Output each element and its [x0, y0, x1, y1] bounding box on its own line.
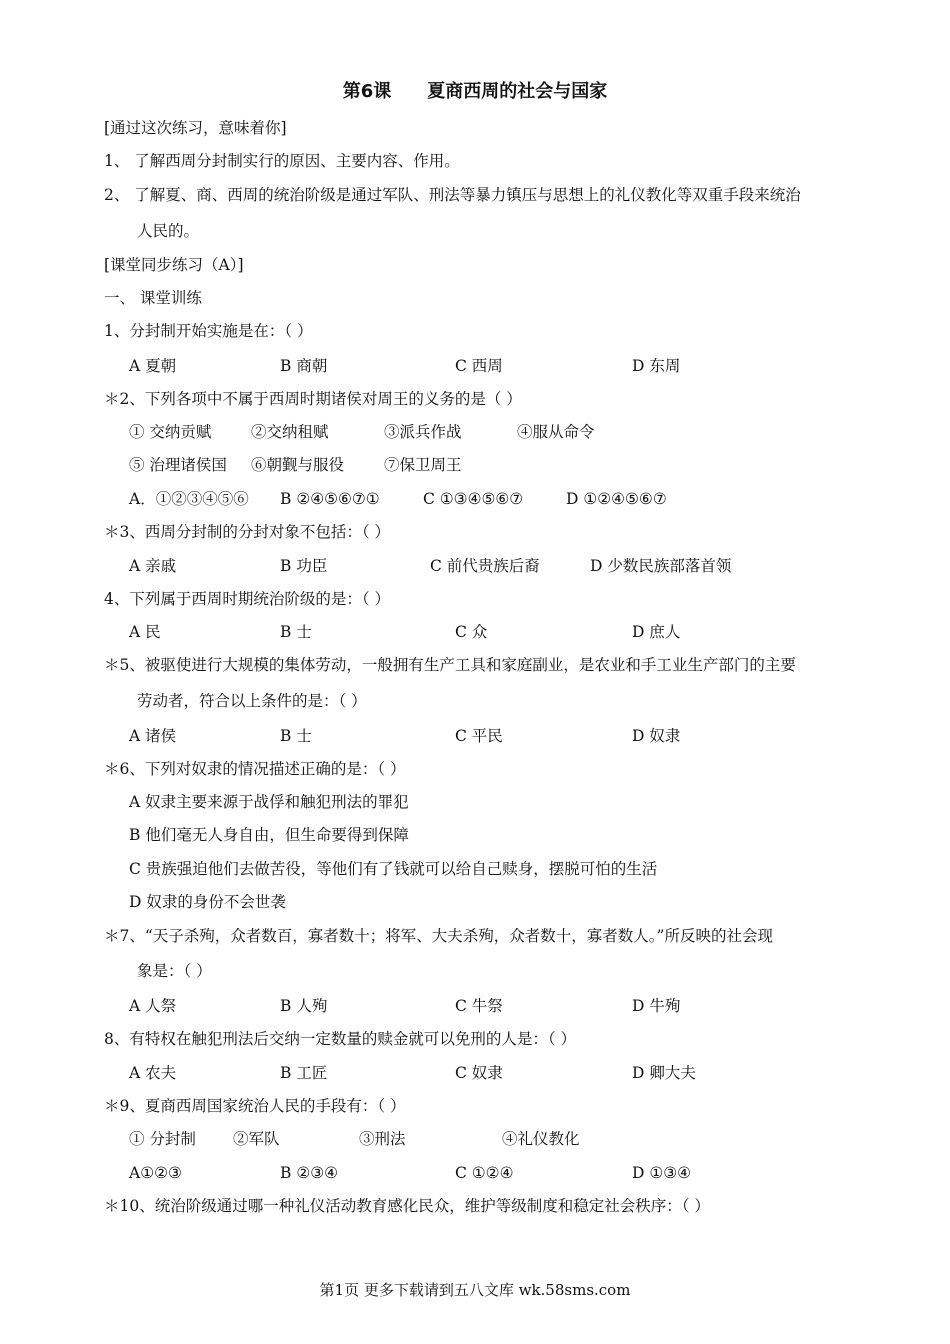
option-d: D 东周 [632, 357, 681, 375]
lesson-name: 夏商西周的社会与国家 [427, 81, 608, 102]
question-8-stem: 8、有特权在触犯刑法后交纳一定数量的赎金就可以免刑的人是：（ ） [104, 1030, 577, 1048]
page-footer: 第1页 更多下载请到五八文库 wk.58sms.com [319, 1281, 631, 1299]
item: ③刑法 [359, 1130, 406, 1148]
practice-heading: [课堂同步练习（A）] [104, 256, 244, 274]
question-5-stem-line-2: 劳动者，符合以上条件的是：（ ） [137, 692, 367, 710]
question-6-stem: ＊6、下列对奴隶的情况描述正确的是：（ ） [104, 760, 406, 778]
option-b: B 商朝 [280, 357, 328, 375]
option-a: A 亲戚 [129, 557, 177, 575]
goals-heading: [通过这次练习，意味着你] [104, 119, 287, 137]
option-c: C 奴隶 [455, 1064, 503, 1082]
option-d: D 少数民族部落首领 [590, 557, 732, 575]
option-d: D ①②④⑤⑥⑦ [566, 490, 667, 508]
lesson-number: 第6课 [342, 81, 392, 102]
question-7-stem-line-2: 象是：（ ） [137, 962, 212, 980]
option-b: B ②④⑤⑥⑦① [280, 490, 380, 508]
goal-1: 1、 了解西周分封制实行的原因、主要内容、作用。 [104, 152, 460, 170]
option-a: A①②③ [129, 1164, 182, 1182]
option-a: A 民 [129, 623, 161, 641]
option-d: D 奴隶 [632, 727, 681, 745]
option-b: B 他们毫无人身自由，但生命要得到保障 [129, 826, 409, 844]
option-a: A 人祭 [129, 997, 177, 1015]
goal-2-line-2: 人民的。 [137, 222, 200, 240]
item: ⑦保卫周王 [384, 456, 462, 474]
option-c: C 前代贵族后裔 [430, 557, 540, 575]
option-b: B 工匠 [280, 1064, 328, 1082]
item: ④礼仪教化 [502, 1130, 580, 1148]
option-a: A 夏朝 [129, 357, 177, 375]
option-d: D ①③④ [632, 1164, 692, 1182]
option-d: D 奴隶的身份不会世袭 [129, 893, 286, 911]
question-9-stem: ＊9、夏商西周国家统治人民的手段有：（ ） [104, 1097, 406, 1115]
option-a: A 奴隶主要来源于战俘和触犯刑法的罪犯 [129, 793, 409, 811]
question-7-stem-line-1: ＊7、“天子杀殉，众者数百，寡者数十；将军、大夫杀殉，众者数十，寡者数人。”所反映的社会现 [104, 927, 773, 945]
goal-2-line-1: 2、 了解夏、商、西周的统治阶级是通过军队、刑法等暴力镇压与思想上的礼仪教化等双重手段来统治 [104, 186, 801, 204]
item: ②交纳租赋 [251, 423, 329, 441]
option-c: C 贵族强迫他们去做苦役，等他们有了钱就可以给自己赎身，摆脱可怕的生活 [129, 860, 658, 878]
item: ③派兵作战 [384, 423, 462, 441]
option-b: B 功臣 [280, 557, 328, 575]
option-b: B 士 [280, 623, 312, 641]
question-5-stem-line-1: ＊5、被驱使进行大规模的集体劳动，一般拥有生产工具和家庭副业，是农业和手工业生产部门的主要 [104, 656, 796, 674]
option-a: A．①②③④⑤⑥ [129, 490, 249, 508]
option-b: B ②③④ [280, 1164, 339, 1182]
option-c: C 众 [455, 623, 488, 641]
question-3-stem: ＊3、西周分封制的分封对象不包括：（ ） [104, 523, 391, 541]
item: ⑥朝觐与服役 [251, 456, 345, 474]
item: ① 交纳贡赋 [129, 423, 212, 441]
option-c: C 平民 [455, 727, 503, 745]
question-4-stem: 4、下列属于西周时期统治阶级的是：（ ） [104, 590, 391, 608]
option-d: D 牛殉 [632, 997, 681, 1015]
question-10-stem: ＊10、统治阶级通过哪一种礼仪活动教育感化民众，维护等级制度和稳定社会秩序：（ ） [104, 1197, 710, 1215]
item: ① 分封制 [129, 1130, 196, 1148]
item: ⑤ 治理诸侯国 [129, 456, 227, 474]
option-c: C 牛祭 [455, 997, 503, 1015]
option-a: A 诸侯 [129, 727, 177, 745]
item: ②军队 [233, 1130, 280, 1148]
option-b: B 人殉 [280, 997, 328, 1015]
option-c: C ①③④⑤⑥⑦ [423, 490, 524, 508]
option-a: A 农夫 [129, 1064, 177, 1082]
question-1-stem: 1、分封制开始实施是在：（ ） [104, 322, 313, 340]
question-2-stem: ＊2、下列各项中不属于西周时期诸侯对周王的义务的是（ ） [104, 390, 522, 408]
option-c: C ①②④ [455, 1164, 514, 1182]
item: ④服从命令 [517, 423, 595, 441]
page-title [0, 80, 950, 104]
section-heading: 一、 课堂训练 [104, 289, 202, 307]
option-b: B 士 [280, 727, 312, 745]
option-d: D 卿大夫 [632, 1064, 696, 1082]
option-c: C 西周 [455, 357, 503, 375]
option-d: D 庶人 [632, 623, 681, 641]
